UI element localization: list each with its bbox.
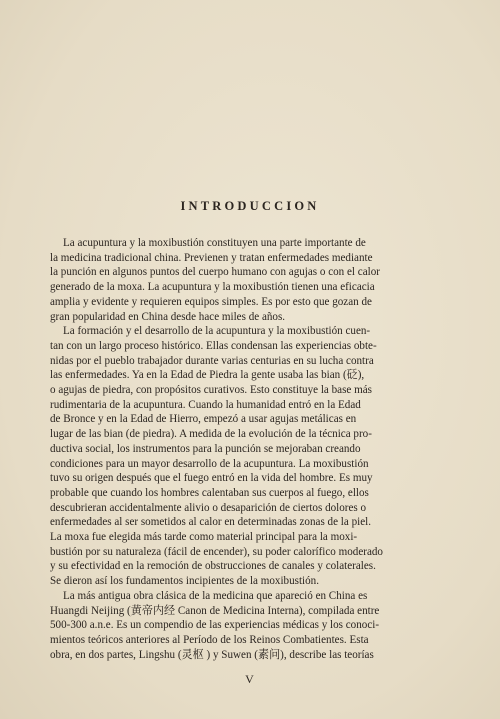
page-number: V bbox=[245, 672, 255, 686]
text-line: condiciones para un mayor desarrollo de la acupuntura. La moxibustión bbox=[50, 457, 369, 470]
text-line: Se dieron así los fundamentos incipientes de la moxibustión. bbox=[50, 575, 319, 588]
body-text bbox=[50, 236, 444, 662]
text-line: la punción en algunos puntos del cuerpo humano con agujas o con el calor bbox=[50, 266, 380, 279]
text-line: mientos teóricos anteriores al Período de los Reinos Combatientes. Esta bbox=[50, 633, 369, 646]
text-line: de Bronce y en la Edad de Hierro, empezó a usar agujas metálicas en bbox=[50, 413, 357, 426]
text-line: nidas por el pueblo trabajador durante varias centurias en su lucha contra bbox=[50, 354, 374, 367]
text-line: obra, en dos partes, Lingshu (灵枢 ) y Suwen (素问), describe las teorías bbox=[50, 648, 374, 661]
text-line: La moxa fue elegida más tarde como material principal para la moxi- bbox=[50, 531, 358, 544]
text-line: La formación y el desarrollo de la acupuntura y la moxibustión cuen- bbox=[63, 325, 371, 338]
text-line: gran popularidad en China desde hace miles de años. bbox=[50, 310, 286, 323]
text-line: 500-300 a.n.e. Es un compendio de las experiencias médicas y los conoci- bbox=[50, 619, 380, 632]
text-line: lugar de las bian (de piedra). A medida de la evolución de la técnica pro- bbox=[50, 428, 372, 441]
text-line: bustión por su naturaleza (fácil de encender), su poder calorífico moderado bbox=[50, 545, 383, 558]
text-line: las enfermedades. Ya en la Edad de Piedra la gente usaba las bian (砭), bbox=[50, 369, 365, 382]
text-line: La acupuntura y la moxibustión constituyen una parte importante de bbox=[63, 237, 366, 249]
text-line: y su efectividad en la remoción de obstrucciones de canales y colaterales. bbox=[50, 560, 376, 573]
text-line: ductiva social, los instrumentos para la punción se mejoraban creando bbox=[50, 442, 361, 455]
chapter-title: INTRODUCCION bbox=[180, 199, 320, 213]
text-line: Huangdi Neijing (黄帝内经 Canon de Medicina Interna), compilada entre bbox=[50, 604, 380, 617]
text-line: La más antigua obra clásica de la medicina que apareció en China es bbox=[63, 589, 368, 602]
text-line: descubrieran accidentalmente alivio o desaparición de ciertos dolores o bbox=[50, 501, 367, 514]
text-line: amplia y evidente y requieren equipos simples. Es por esto que gozan de bbox=[50, 295, 372, 308]
text-line: enfermedades al ser sometidos al calor en determinadas zonas de la piel. bbox=[50, 516, 371, 529]
text-line: generado de la moxa. La acupuntura y la moxibustión tienen una eficacia bbox=[50, 281, 375, 294]
text-line: rudimentaria de la acupuntura. Cuando la humanidad entró en la Edad bbox=[50, 398, 361, 411]
text-line: tuvo su origen después que el fuego entró en la vida del hombre. Es muy bbox=[50, 472, 373, 485]
text-line: tan con un largo proceso histórico. Ellas condensan las experiencias obte- bbox=[50, 339, 377, 352]
text-line: probable que cuando los hombres calentaban sus cuerpos al fuego, ellos bbox=[50, 486, 369, 499]
text-line: o agujas de piedra, con propósitos curativos. Esto constituye la base más bbox=[50, 384, 372, 397]
text-line: la medicina tradicional china. Previenen y tratan enfermedades mediante bbox=[50, 251, 373, 264]
